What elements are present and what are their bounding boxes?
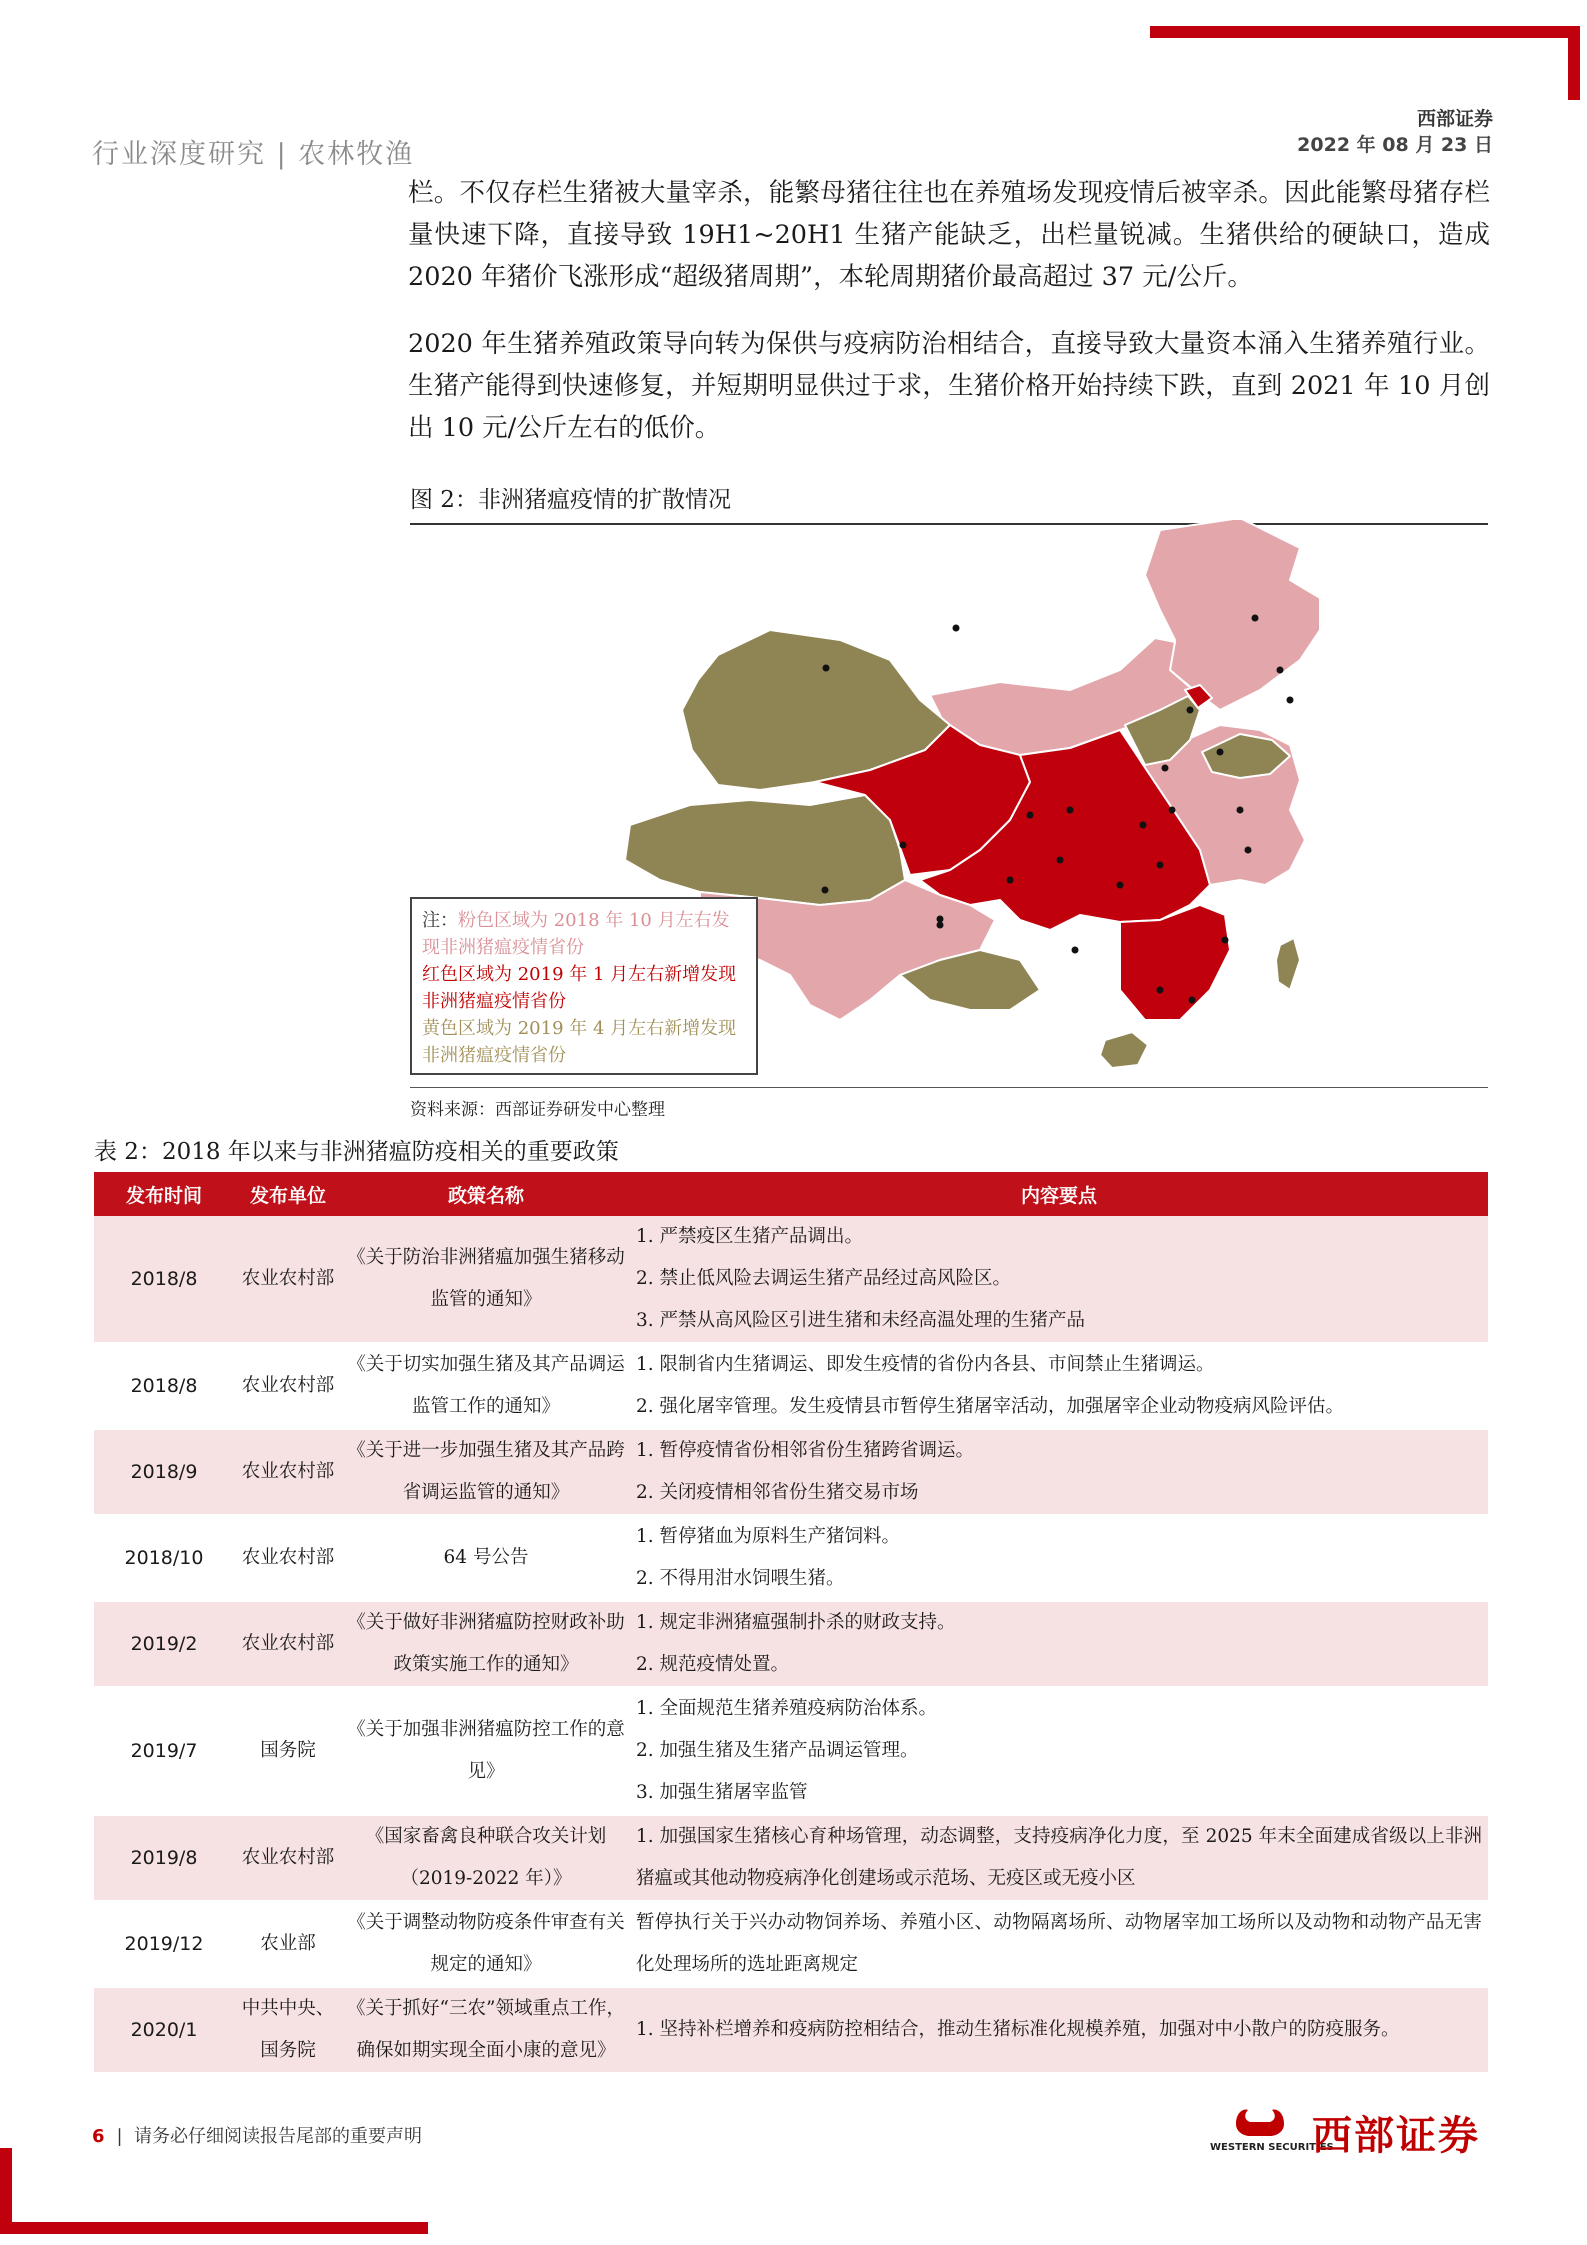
- table-row: [94, 1343, 1488, 1429]
- cell-date: 2018/8: [94, 1343, 234, 1429]
- legend-prefix: 注：: [422, 910, 458, 931]
- key-point: 1. 加强国家生猪核心育种场管理，动态调整，支持疫病净化力度，至 2025 年末全面建成省级以上非洲猪瘟或其他动物疫病净化创建场或示范场、无疫区或无疫小区: [636, 1826, 1482, 1889]
- table-row: [94, 1987, 1488, 2073]
- key-point: 1. 严禁疫区生猪产品调出。: [636, 1226, 864, 1247]
- key-point: 2. 强化屠宰管理。发生疫情县市暂停生猪屠宰活动，加强屠宰企业动物疫病风险评估。: [636, 1396, 1345, 1417]
- cell-unit: 农业农村部: [234, 1815, 342, 1901]
- key-point: 2. 规范疫情处置。: [636, 1654, 790, 1675]
- key-point: 1. 暂停疫情省份相邻省份生猪跨省调运。: [636, 1440, 975, 1461]
- corner-decoration-top-vertical: [1568, 26, 1580, 100]
- header-key-points: 内容要点: [630, 1172, 1488, 1216]
- cell-policy-name: 《关于调整动物防疫条件审查有关规定的通知》: [342, 1901, 630, 1987]
- legend-pink: 粉色区域为 2018 年 10 月左右发现非洲猪瘟疫情省份: [422, 910, 730, 958]
- cell-policy-name: 《国家畜禽良种联合攻关计划（2019-2022 年）》: [342, 1815, 630, 1901]
- report-date: 2022 年 08 月 23 日: [1297, 134, 1493, 156]
- key-point: 1. 全面规范生猪养殖疫病防治体系。: [636, 1698, 938, 1719]
- cell-policy-name: 《关于切实加强生猪及其产品调运监管工作的通知》: [342, 1343, 630, 1429]
- map-legend: [410, 897, 758, 1075]
- cell-unit: 中共中央、国务院: [234, 1987, 342, 2073]
- table-row: [94, 1515, 1488, 1601]
- header-date: 发布时间: [94, 1172, 234, 1216]
- key-point: 3. 加强生猪屠宰监管: [636, 1782, 808, 1803]
- table-title: 表 2：2018 年以来与非洲猪瘟防疫相关的重要政策: [94, 1139, 619, 1165]
- cell-key-points: [630, 1515, 1488, 1601]
- cell-date: 2018/8: [94, 1216, 234, 1343]
- disclaimer-note: 请务必仔细阅读报告尾部的重要声明: [134, 2126, 423, 2147]
- brand-logo: [1210, 2104, 1500, 2164]
- corner-decoration-bottom-vertical: [0, 2148, 12, 2234]
- key-point: 1. 暂停猪血为原料生产猪饲料。: [636, 1526, 901, 1547]
- logo-english: WESTERN SECURITIES: [1210, 2142, 1334, 2153]
- cell-date: 2019/2: [94, 1601, 234, 1687]
- policy-table: [94, 1172, 1488, 2074]
- key-point: 2. 关闭疫情相邻省份生猪交易市场: [636, 1482, 919, 1503]
- legend-red: 红色区域为 2019 年 1 月左右新增发现非洲猪瘟疫情省份: [422, 964, 737, 1012]
- body-paragraph-2: 2020 年生猪养殖政策导向转为保供与疫病防治相结合，直接导致大量资本涌入生猪养殖行业。生猪产能得到快速修复，并短期明显供过于求，生猪价格开始持续下跌，直到 2021 年 10 月创出 10 元/公斤左右的低价。: [408, 329, 1490, 443]
- cell-unit: 农业农村部: [234, 1601, 342, 1687]
- legend-olive: 黄色区域为 2019 年 4 月左右新增发现非洲猪瘟疫情省份: [422, 1018, 737, 1066]
- logo-chinese: 西部证券: [1312, 2113, 1480, 2159]
- key-point: 暂停执行关于兴办动物饲养场、养殖小区、动物隔离场所、动物屠宰加工场所以及动物和动物产品无害化处理场所的选址距离规定: [636, 1912, 1482, 1975]
- region-hainan: [1100, 1032, 1148, 1068]
- cell-date: 2019/8: [94, 1815, 234, 1901]
- key-point: 2. 加强生猪及生猪产品调运管理。: [636, 1740, 919, 1761]
- corner-decoration-bottom: [0, 2222, 428, 2234]
- cell-date: 2018/9: [94, 1429, 234, 1515]
- key-point: 1. 限制省内生猪调运、即发生疫情的省份内各县、市间禁止生猪调运。: [636, 1354, 1215, 1375]
- corner-decoration-top: [1150, 26, 1580, 38]
- footer: [92, 2122, 422, 2148]
- cell-key-points: [630, 1687, 1488, 1815]
- cell-date: 2020/1: [94, 1987, 234, 2073]
- page-number: 6: [92, 2126, 105, 2147]
- cell-policy-name: 《关于进一步加强生猪及其产品跨省调运监管的通知》: [342, 1429, 630, 1515]
- table-row: [94, 1429, 1488, 1515]
- header-brand: 西部证券: [1416, 108, 1493, 130]
- table-header-row: [94, 1172, 1488, 1216]
- table-row: [94, 1815, 1488, 1901]
- bull-logo-icon: [1230, 2106, 1290, 2142]
- header-policy-name: 政策名称: [342, 1172, 630, 1216]
- cell-key-points: [630, 1429, 1488, 1515]
- cell-date: 2019/12: [94, 1901, 234, 1987]
- region-taiwan: [1276, 938, 1300, 990]
- cell-unit: 农业农村部: [234, 1343, 342, 1429]
- cell-date: 2018/10: [94, 1515, 234, 1601]
- cell-unit: 农业部: [234, 1901, 342, 1987]
- table-row: [94, 1216, 1488, 1343]
- cell-key-points: [630, 1901, 1488, 1987]
- cell-key-points: [630, 1815, 1488, 1901]
- header-unit: 发布单位: [234, 1172, 342, 1216]
- table-row: [94, 1901, 1488, 1987]
- key-point: 2. 不得用泔水饲喂生猪。: [636, 1568, 845, 1589]
- figure-title: 图 2：非洲猪瘟疫情的扩散情况: [410, 487, 731, 513]
- key-point: 2. 禁止低风险去调运生猪产品经过高风险区。: [636, 1268, 1012, 1289]
- cell-date: 2019/7: [94, 1687, 234, 1815]
- figure-source: 资料来源：西部证券研发中心整理: [410, 1100, 665, 1120]
- cell-key-points: [630, 1216, 1488, 1343]
- cell-key-points: [630, 1601, 1488, 1687]
- cell-policy-name: 《关于加强非洲猪瘟防控工作的意见》: [342, 1687, 630, 1815]
- body-paragraph-1: 栏。不仅存栏生猪被大量宰杀，能繁母猪往往也在养殖场发现疫情后被宰杀。因此能繁母猪存栏量快速下降，直接导致 19H1~20H1 生猪产能缺乏，出栏量锐减。生猪供给的硬缺口，造成 2020 年猪价飞涨形成“超级猪周期”，本轮周期猪价最高超过 37 元/公斤。: [408, 178, 1490, 292]
- table-row: [94, 1601, 1488, 1687]
- table-row: [94, 1687, 1488, 1815]
- cell-policy-name: 《关于防治非洲猪瘟加强生猪移动监管的通知》: [342, 1216, 630, 1343]
- region-southeast-red: [1120, 905, 1230, 1020]
- cell-key-points: [630, 1987, 1488, 2073]
- key-point: 3. 严禁从高风险区引进生猪和未经高温处理的生猪产品: [636, 1310, 1086, 1331]
- cell-unit: 农业农村部: [234, 1515, 342, 1601]
- region-tibet: [625, 795, 905, 905]
- cell-policy-name: 《关于做好非洲猪瘟防控财政补助政策实施工作的通知》: [342, 1601, 630, 1687]
- cell-unit: 国务院: [234, 1687, 342, 1815]
- cell-unit: 农业农村部: [234, 1216, 342, 1343]
- figure-bottom-rule: [410, 1087, 1488, 1088]
- cell-policy-name: 《关于抓好“三农”领域重点工作，确保如期实现全面小康的意见》: [342, 1987, 630, 2073]
- cell-policy-name: 64 号公告: [342, 1515, 630, 1601]
- cell-key-points: [630, 1343, 1488, 1429]
- key-point: 1. 规定非洲猪瘟强制扑杀的财政支持。: [636, 1612, 956, 1633]
- cell-unit: 农业农村部: [234, 1429, 342, 1515]
- report-category: 行业深度研究 | 农林牧渔: [92, 139, 415, 170]
- footer-divider: |: [116, 2126, 135, 2147]
- key-point: 1. 坚持补栏增养和疫病防控相结合，推动生猪标准化规模养殖，加强对中小散户的防疫服务。: [636, 2019, 1400, 2040]
